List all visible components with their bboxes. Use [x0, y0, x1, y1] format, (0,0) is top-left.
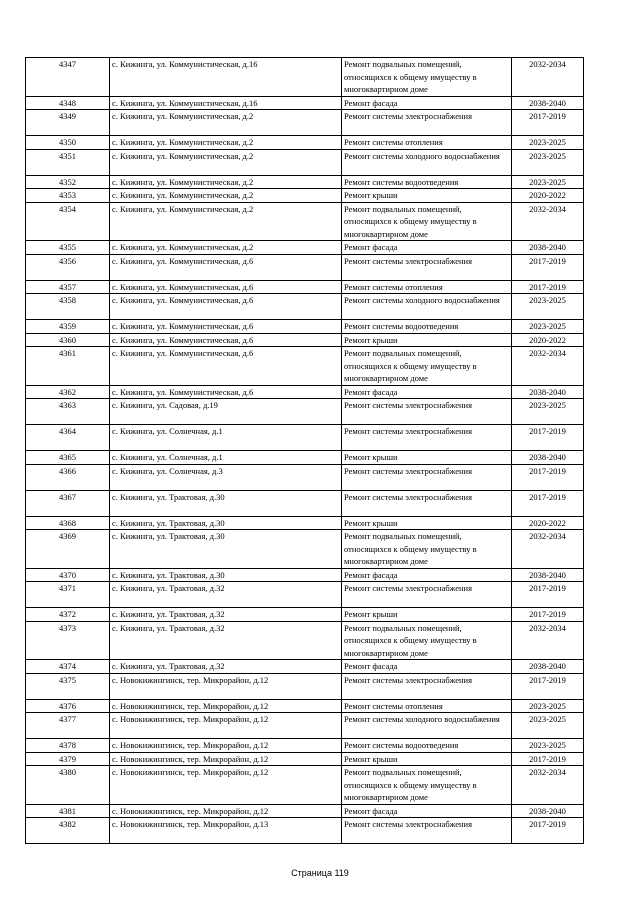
table-row — [26, 241, 584, 255]
row-work-type: Ремонт системы водоотведения — [342, 175, 512, 189]
row-number: 4358 — [26, 294, 110, 320]
row-address: с. Новокижингинск, тер. Микрорайон, д.12 — [110, 713, 342, 739]
row-work-type: Ремонт подвальных помещений, относящихся к общему имуществу в многоквартирном доме — [342, 58, 512, 97]
page-number: Страница 119 — [291, 868, 349, 878]
table-row — [26, 451, 584, 465]
row-number: 4349 — [26, 110, 110, 136]
row-number: 4380 — [26, 766, 110, 805]
row-address: с. Кижинга, ул. Коммунистическая, д.6 — [110, 254, 342, 280]
table-row — [26, 189, 584, 203]
row-address: с. Кижинга, ул. Коммунистическая, д.6 — [110, 320, 342, 334]
row-work-type: Ремонт фасада — [342, 568, 512, 582]
row-address: с. Кижинга, ул. Коммунистическая, д.2 — [110, 136, 342, 150]
row-address: с. Кижинга, ул. Коммунистическая, д.2 — [110, 202, 342, 241]
row-period: 2038-2040 — [512, 660, 584, 674]
table-row — [26, 96, 584, 110]
row-number: 4373 — [26, 621, 110, 660]
row-number: 4379 — [26, 752, 110, 766]
row-work-type: Ремонт системы электроснабжения — [342, 254, 512, 280]
row-number: 4359 — [26, 320, 110, 334]
row-address: с. Кижинга, ул. Коммунистическая, д.6 — [110, 280, 342, 294]
row-period: 2017-2019 — [512, 254, 584, 280]
table-row — [26, 294, 584, 320]
row-address: с. Кижинга, ул. Трактовая, д.32 — [110, 660, 342, 674]
table-body — [26, 58, 584, 844]
table-row — [26, 399, 584, 425]
table-row — [26, 582, 584, 608]
row-period: 2023-2025 — [512, 294, 584, 320]
row-address: с. Новокижингинск, тер. Микрорайон, д.12 — [110, 752, 342, 766]
row-work-type: Ремонт крыши — [342, 516, 512, 530]
row-number: 4362 — [26, 385, 110, 399]
row-address: с. Кижинга, ул. Коммунистическая, д.16 — [110, 96, 342, 110]
row-address: с. Кижинга, ул. Трактовая, д.32 — [110, 608, 342, 622]
row-period: 2017-2019 — [512, 464, 584, 490]
row-number: 4351 — [26, 149, 110, 175]
row-address: с. Кижинга, ул. Коммунистическая, д.2 — [110, 110, 342, 136]
table-row — [26, 673, 584, 699]
row-work-type: Ремонт системы водоотведения — [342, 320, 512, 334]
row-number: 4378 — [26, 739, 110, 753]
row-number: 4353 — [26, 189, 110, 203]
row-work-type: Ремонт подвальных помещений, относящихся к общему имуществу в многоквартирном доме — [342, 202, 512, 241]
row-number: 4347 — [26, 58, 110, 97]
row-address: с. Кижинга, ул. Садовая, д.19 — [110, 399, 342, 425]
row-address: с. Новокижингинск, тер. Микрорайон, д.12 — [110, 739, 342, 753]
table-row — [26, 320, 584, 334]
row-work-type: Ремонт подвальных помещений, относящихся к общему имуществу в многоквартирном доме — [342, 766, 512, 805]
row-period: 2032-2034 — [512, 347, 584, 386]
table-row — [26, 347, 584, 386]
row-number: 4360 — [26, 333, 110, 347]
row-address: с. Кижинга, ул. Солнечная, д.3 — [110, 464, 342, 490]
row-address: с. Кижинга, ул. Трактовая, д.30 — [110, 530, 342, 569]
row-work-type: Ремонт системы электроснабжения — [342, 582, 512, 608]
row-work-type: Ремонт системы электроснабжения — [342, 425, 512, 451]
row-number: 4352 — [26, 175, 110, 189]
table-row — [26, 464, 584, 490]
row-number: 4374 — [26, 660, 110, 674]
table-row — [26, 621, 584, 660]
row-number: 4376 — [26, 699, 110, 713]
table-row — [26, 490, 584, 516]
table-row — [26, 766, 584, 805]
row-work-type: Ремонт системы электроснабжения — [342, 110, 512, 136]
row-address: с. Новокижингинск, тер. Микрорайон, д.13 — [110, 818, 342, 844]
row-number: 4357 — [26, 280, 110, 294]
row-address: с. Кижинга, ул. Коммунистическая, д.2 — [110, 175, 342, 189]
row-period: 2020-2022 — [512, 516, 584, 530]
table-row — [26, 254, 584, 280]
table-row — [26, 530, 584, 569]
table-row — [26, 713, 584, 739]
row-number: 4377 — [26, 713, 110, 739]
row-period: 2017-2019 — [512, 425, 584, 451]
row-work-type: Ремонт системы электроснабжения — [342, 673, 512, 699]
table-row — [26, 608, 584, 622]
row-period: 2017-2019 — [512, 110, 584, 136]
row-work-type: Ремонт крыши — [342, 189, 512, 203]
row-work-type: Ремонт системы холодного водоснабжения — [342, 713, 512, 739]
row-address: с. Кижинга, ул. Трактовая, д.30 — [110, 516, 342, 530]
row-period: 2023-2025 — [512, 399, 584, 425]
row-address: с. Кижинга, ул. Солнечная, д.1 — [110, 451, 342, 465]
row-number: 4348 — [26, 96, 110, 110]
row-address: с. Кижинга, ул. Коммунистическая, д.6 — [110, 294, 342, 320]
row-period: 2023-2025 — [512, 739, 584, 753]
row-work-type: Ремонт системы отопления — [342, 136, 512, 150]
row-period: 2038-2040 — [512, 804, 584, 818]
row-address: с. Кижинга, ул. Коммунистическая, д.6 — [110, 347, 342, 386]
row-work-type: Ремонт фасада — [342, 241, 512, 255]
row-work-type: Ремонт системы холодного водоснабжения — [342, 149, 512, 175]
table-row — [26, 804, 584, 818]
table-row — [26, 110, 584, 136]
row-number: 4361 — [26, 347, 110, 386]
row-address: с. Кижинга, ул. Коммунистическая, д.6 — [110, 333, 342, 347]
row-period: 2017-2019 — [512, 752, 584, 766]
row-period: 2038-2040 — [512, 241, 584, 255]
row-address: с. Кижинга, ул. Трактовая, д.32 — [110, 621, 342, 660]
table-row — [26, 175, 584, 189]
table-row — [26, 136, 584, 150]
row-number: 4354 — [26, 202, 110, 241]
row-number: 4375 — [26, 673, 110, 699]
table-row — [26, 568, 584, 582]
row-number: 4372 — [26, 608, 110, 622]
row-number: 4370 — [26, 568, 110, 582]
row-period: 2023-2025 — [512, 149, 584, 175]
table-row — [26, 280, 584, 294]
row-address: с. Новокижингинск, тер. Микрорайон, д.12 — [110, 673, 342, 699]
row-period: 2023-2025 — [512, 699, 584, 713]
row-period: 2017-2019 — [512, 673, 584, 699]
row-number: 4363 — [26, 399, 110, 425]
row-work-type: Ремонт фасада — [342, 385, 512, 399]
row-number: 4366 — [26, 464, 110, 490]
table-row — [26, 425, 584, 451]
row-address: с. Новокижингинск, тер. Микрорайон, д.12 — [110, 766, 342, 805]
row-period: 2038-2040 — [512, 568, 584, 582]
row-work-type: Ремонт подвальных помещений, относящихся к общему имуществу в многоквартирном доме — [342, 621, 512, 660]
table-row — [26, 333, 584, 347]
row-work-type: Ремонт фасада — [342, 804, 512, 818]
row-address: с. Кижинга, ул. Коммунистическая, д.2 — [110, 189, 342, 203]
table-row — [26, 149, 584, 175]
row-work-type: Ремонт фасада — [342, 660, 512, 674]
row-address: с. Кижинга, ул. Коммунистическая, д.2 — [110, 149, 342, 175]
row-period: 2038-2040 — [512, 451, 584, 465]
row-work-type: Ремонт системы отопления — [342, 699, 512, 713]
row-period: 2032-2034 — [512, 58, 584, 97]
row-number: 4367 — [26, 490, 110, 516]
row-number: 4364 — [26, 425, 110, 451]
table-row — [26, 516, 584, 530]
row-work-type: Ремонт фасада — [342, 96, 512, 110]
row-number: 4369 — [26, 530, 110, 569]
row-address: с. Кижинга, ул. Трактовая, д.32 — [110, 582, 342, 608]
row-work-type: Ремонт системы электроснабжения — [342, 818, 512, 844]
row-number: 4368 — [26, 516, 110, 530]
table-row — [26, 699, 584, 713]
row-period: 2017-2019 — [512, 490, 584, 516]
row-work-type: Ремонт системы холодного водоснабжения — [342, 294, 512, 320]
row-work-type: Ремонт крыши — [342, 451, 512, 465]
row-work-type: Ремонт системы водоотведения — [342, 739, 512, 753]
row-work-type: Ремонт крыши — [342, 752, 512, 766]
table-row — [26, 739, 584, 753]
row-address: с. Новокижингинск, тер. Микрорайон, д.12 — [110, 699, 342, 713]
table-row — [26, 818, 584, 844]
row-period: 2020-2022 — [512, 189, 584, 203]
row-work-type: Ремонт подвальных помещений, относящихся к общему имуществу в многоквартирном доме — [342, 530, 512, 569]
row-number: 4350 — [26, 136, 110, 150]
row-period: 2020-2022 — [512, 333, 584, 347]
row-address: с. Новокижингинск, тер. Микрорайон, д.12 — [110, 804, 342, 818]
row-address: с. Кижинга, ул. Солнечная, д.1 — [110, 425, 342, 451]
row-period: 2032-2034 — [512, 202, 584, 241]
table-row — [26, 58, 584, 97]
row-address: с. Кижинга, ул. Трактовая, д.30 — [110, 568, 342, 582]
table-row — [26, 385, 584, 399]
row-number: 4382 — [26, 818, 110, 844]
row-period: 2023-2025 — [512, 136, 584, 150]
row-period: 2017-2019 — [512, 280, 584, 294]
row-work-type: Ремонт системы электроснабжения — [342, 490, 512, 516]
row-address: с. Кижинга, ул. Коммунистическая, д.2 — [110, 241, 342, 255]
row-period: 2023-2025 — [512, 713, 584, 739]
row-number: 4381 — [26, 804, 110, 818]
table-row — [26, 202, 584, 241]
row-work-type: Ремонт системы отопления — [342, 280, 512, 294]
row-number: 4355 — [26, 241, 110, 255]
row-number: 4371 — [26, 582, 110, 608]
row-address: с. Кижинга, ул. Коммунистическая, д.6 — [110, 385, 342, 399]
row-period: 2032-2034 — [512, 621, 584, 660]
table-row — [26, 660, 584, 674]
row-work-type: Ремонт подвальных помещений, относящихся к общему имуществу в многоквартирном доме — [342, 347, 512, 386]
row-work-type: Ремонт системы электроснабжения — [342, 464, 512, 490]
row-period: 2032-2034 — [512, 530, 584, 569]
row-period: 2023-2025 — [512, 320, 584, 334]
row-period: 2017-2019 — [512, 608, 584, 622]
table-row — [26, 752, 584, 766]
row-period: 2017-2019 — [512, 582, 584, 608]
row-work-type: Ремонт крыши — [342, 333, 512, 347]
row-period: 2038-2040 — [512, 96, 584, 110]
row-period: 2032-2034 — [512, 766, 584, 805]
row-address: с. Кижинга, ул. Коммунистическая, д.16 — [110, 58, 342, 97]
works-table — [25, 57, 584, 844]
row-number: 4365 — [26, 451, 110, 465]
row-work-type: Ремонт системы электроснабжения — [342, 399, 512, 425]
row-period: 2017-2019 — [512, 818, 584, 844]
row-period: 2038-2040 — [512, 385, 584, 399]
row-number: 4356 — [26, 254, 110, 280]
row-period: 2023-2025 — [512, 175, 584, 189]
row-address: с. Кижинга, ул. Трактовая, д.30 — [110, 490, 342, 516]
row-work-type: Ремонт крыши — [342, 608, 512, 622]
